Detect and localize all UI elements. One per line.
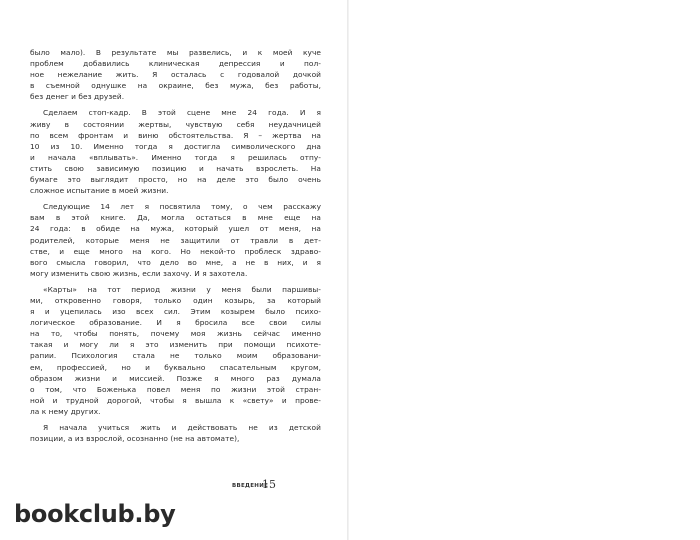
text-line: в съемной однушке на окраине, без мужа, без работы, xyxy=(30,81,321,91)
text-line: могу изменить свою жизнь, если захочу. И я захотела. xyxy=(30,268,248,278)
text-line: ла к нему других. xyxy=(30,406,101,416)
text-line: живу в состоянии жертвы, чувствую себя неудачницей xyxy=(30,119,321,129)
text-line: по всем фронтам и виню обстоятельства. Я – жертва на xyxy=(30,130,321,140)
body-text xyxy=(30,47,321,449)
text-line: ем, профессией, но и буквально спасательным кругом, xyxy=(30,362,321,372)
right-page-blank xyxy=(349,0,700,540)
text-line: и начала «вплывать». Именно тогда я решилась отпу- xyxy=(30,152,321,162)
text-line: я и уцепилась изо всех сил. Этим козырем было психо- xyxy=(30,307,321,317)
text-line: «Карты» на тот период жизни у меня были паршивы- xyxy=(43,284,321,294)
text-line: проблем добавились клиническая депрессия и пол- xyxy=(30,59,321,69)
text-line: 10 из 10. Именно тогда я достигла символического дна xyxy=(30,141,321,151)
watermark-text: bookclub.by xyxy=(14,500,176,528)
text-line: логическое образование. И я бросила все свои силы xyxy=(30,318,321,328)
text-line: без денег и без друзей. xyxy=(30,92,125,102)
text-line: такая и могу ли я это изменить при помощи психоте- xyxy=(30,340,321,350)
paragraph xyxy=(30,284,321,417)
text-line: родителей, которые меня не защитили от травли в дет- xyxy=(30,235,321,245)
text-line: ное нежелание жить. Я осталась с годовалой дочкой xyxy=(30,70,321,80)
paragraph xyxy=(30,107,321,196)
page-number: 15 xyxy=(262,478,276,491)
text-line: было мало). В результате мы развелись, и к моей куче xyxy=(30,48,321,57)
paragraph xyxy=(30,422,321,444)
paragraph xyxy=(30,201,321,279)
text-line: ной и трудной дорогой, чтобы я вышла к «свету» и прове- xyxy=(30,395,321,405)
text-line: образом жизни и миссией. Позже я много раз думала xyxy=(30,373,321,383)
running-footer-section: ВВЕДЕНИЕ xyxy=(232,483,269,489)
text-line: рапии. Психология стала не только моим образовани- xyxy=(30,351,321,361)
text-line: стве, и еще много на кого. Но некой-то проблеск здраво- xyxy=(30,246,321,256)
left-page xyxy=(0,0,348,540)
text-line: о том, что Боженька повел меня по жизни этой стран- xyxy=(30,384,321,394)
text-line: позиции, а из взрослой, осознанно (не на автомате), xyxy=(30,434,240,444)
text-line: вого смысла говорил, что дело во мне, а не в них, и я xyxy=(30,257,321,267)
text-line: на то, чтобы понять, почему моя жизнь сейчас именно xyxy=(30,329,321,339)
text-line: вам в этой книге. Да, могла остаться в мне еще на xyxy=(30,213,321,223)
text-line: сложное испытание в моей жизни. xyxy=(30,186,169,196)
text-line: Следующие 14 лет я посвятила тому, о чем расскажу xyxy=(43,202,321,212)
text-line: стить свою зависимую позицию и начать взрослеть. На xyxy=(30,163,321,173)
paragraph xyxy=(30,47,321,102)
text-line: 24 года: в обиде на мужа, который ушел от меня, на xyxy=(30,224,321,234)
text-line: Сделаем стоп-кадр. В этой сцене мне 24 года. И я xyxy=(43,108,321,118)
text-line: бумаге это выглядит просто, но на деле это было очень xyxy=(30,175,321,185)
text-line: Я начала учиться жить и действовать не из детской xyxy=(43,423,321,432)
text-line: ми, откровенно говоря, только один козырь, за который xyxy=(30,295,321,305)
